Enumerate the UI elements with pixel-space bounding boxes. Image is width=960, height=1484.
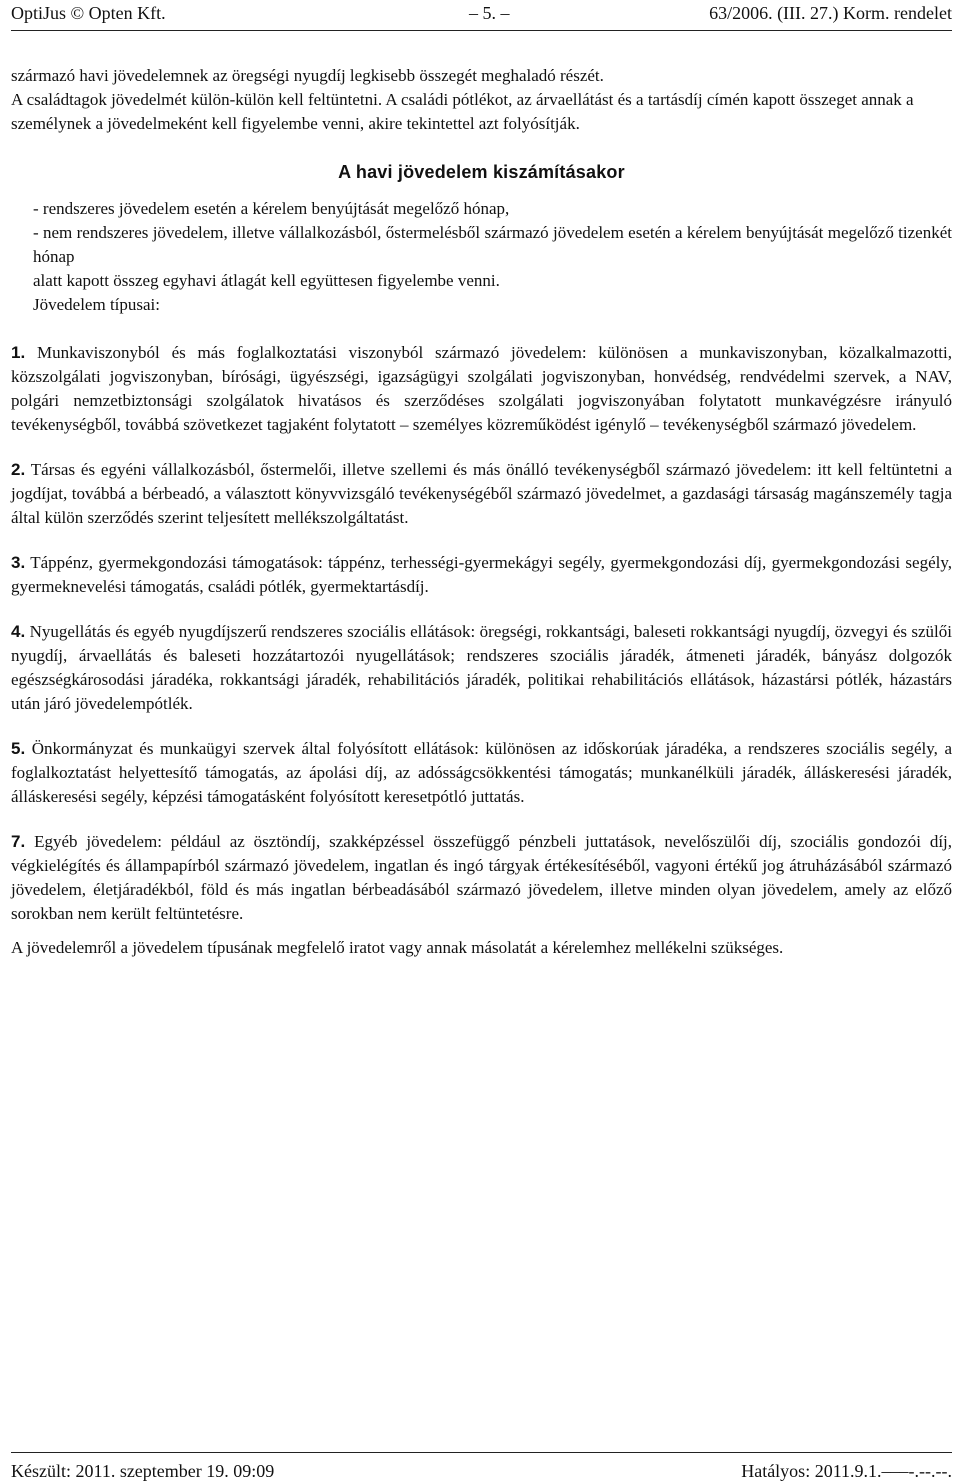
footer-created: Készült: 2011. szeptember 19. 09:09 [11, 1461, 275, 1481]
item-text: Nyugellátás és egyéb nyugdíjszerű rendszeres szociális ellátások: öregségi, rokkantsági, baleseti rokkantsági nyugdíj, özvegyi és szülői nyugdíj, árvaellátás és baleseti hozzátartozói nyugellátások; rendszeres szociális járadék, átmeneti járadék, bányász dolgozók egészségkárosodási járadéka, rokkantsági járadék, rehabilitációs járadék, politikai rehabilitációs ellátások, házastársi pótlék, házastárs után járó jövedelempótlék. [11, 622, 952, 713]
item-text: Táppénz, gyermekgondozási támogatások: táppénz, terhességi-gyermekágyi segély, gyermekgondozási díj, gyermekgondozási segély, gyermeknevelési támogatás, családi pótlék, gyermektartásdíj. [11, 553, 952, 596]
header-page-number: – 5. – [469, 3, 510, 23]
item-number: 3. [11, 553, 26, 572]
section-heading: A havi jövedelem kiszámításakor [338, 162, 625, 182]
income-type-item [11, 737, 952, 809]
intro-line: származó havi jövedelemnek az öregségi nyugdíj legkisebb összegét meghaladó részét. [11, 66, 604, 85]
income-type-item [11, 458, 952, 530]
intro-paragraph: A családtagok jövedelmét külön-külön kell feltüntetni. A családi pótlékot, az árvaellátást és a tartásdíj címén kapott összeget annak a személynek a jövedelmeként kell figyelembe venni, akire tekintettel azt folyósítják. [11, 90, 914, 133]
header-publisher: OptiJus © Opten Kft. [11, 3, 166, 23]
document-body [11, 64, 952, 960]
header-regulation-title: 63/2006. (III. 27.) Korm. rendelet [709, 3, 952, 23]
closing-note: A jövedelemről a jövedelem típusának megfelelő iratot vagy annak másolatát a kérelemhez mellékelni szükséges. [11, 938, 784, 957]
item-text: Munkaviszonyból és más foglalkoztatási viszonyból származó jövedelem: különösen a munkaviszonyban, közalkalmazotti, közszolgálati jogviszonyban, bírósági, ügyészségi, igazságügyi szolgálati jogviszonyban, honvédség, rendvédelmi szervek, a NAV, polgári nemzetbiztonsági szolgálatok hivatásos és szerződéses szolgálati jogviszonyában folytatott munkavégzésre irányuló tevékenységből, továbbá szövetkezet tagjaként folytatott – személyes közreműködést igénylő – tevékenységből származó jövedelem. [11, 343, 952, 434]
item-number: 7. [11, 832, 26, 851]
footer-effective: Hatályos: 2011.9.1.–––-.--.--. [741, 1461, 952, 1481]
item-number: 5. [11, 739, 26, 758]
item-number: 1. [11, 343, 26, 362]
item-number: 4. [11, 622, 26, 641]
item-text: Egyéb jövedelem: például az ösztöndíj, szakképzéssel összefüggő pénzbeli juttatások, nevelőszülői díj, szociális gondozói díj, végkielégítés és állampapírból származó jövedelem, ingatlan és ingó tárgyak értékesítéséből, vagyoni értékű jog átruházásából származó jövedelem, életjáradékból, föld és más ingatlan bérbeadásából származó jövedelem, illetve minden olyan jövedelem, amely az előző sorokban nem került feltüntetésre. [11, 832, 953, 923]
item-text: Önkormányzat és munkaügyi szervek által folyósított ellátások: különösen az időskorúak járadéka, a rendszeres szociális segély, a foglalkoztatást helyettesítő támogatás, az ápolási díj, az adósságcsökkentési támogatás; munkanélküli járadék, álláskeresési járadék, álláskeresési segély, képzési támogatásként folyósított keresetpótló juttatás. [11, 739, 952, 806]
calc-bullet-irregular: - nem rendszeres jövedelem, illetve vállalkozásból, őstermelésből származó jövedelem esetén a kérelem benyújtását megelőző tizenkét hónap [33, 223, 952, 266]
calc-bullet-regular: - rendszeres jövedelem esetén a kérelem benyújtását megelőző hónap, [33, 199, 510, 218]
item-number: 2. [11, 460, 26, 479]
income-types-label: Jövedelem típusai: [33, 295, 161, 314]
income-type-item [11, 551, 952, 599]
item-text: Társas és egyéni vállalkozásból, őstermelői, illetve szellemi és más önálló tevékenységből származó jövedelem: itt kell feltüntetni a jogdíjat, továbbá a bérbeadó, a választott könyvvizsgáló tevékenységéből származó jövedelmet, a gazdasági társaság magánszemély tagja által külön szerződés szerint teljesített mellékszolgáltatást. [11, 460, 952, 527]
footer-divider [11, 1452, 952, 1453]
income-type-item [11, 341, 952, 437]
page-header [11, 1, 952, 29]
income-type-item [11, 620, 952, 716]
header-divider [11, 30, 952, 31]
calc-continuation: alatt kapott összeg egyhavi átlagát kell együttesen figyelembe venni. [33, 271, 500, 290]
income-type-item [11, 830, 952, 926]
